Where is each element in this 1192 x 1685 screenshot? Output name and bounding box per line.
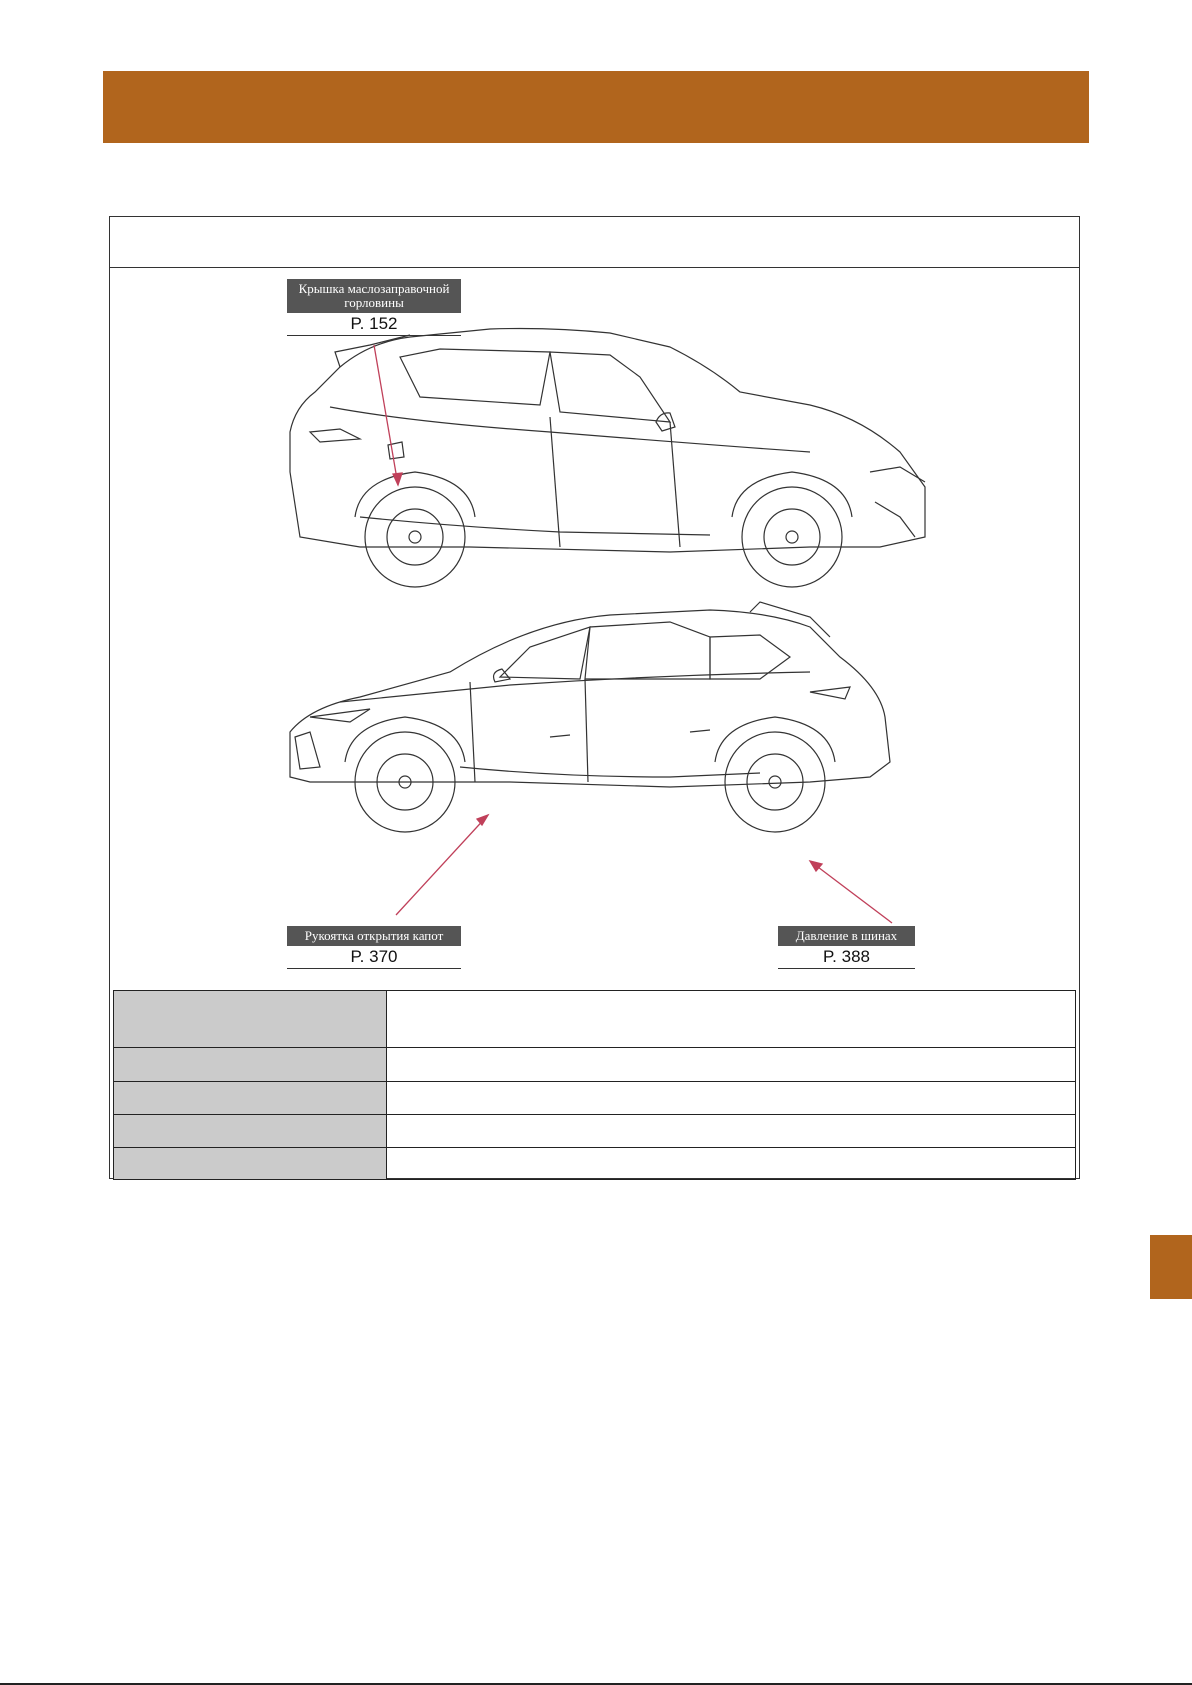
- table-label-cell: [114, 1148, 387, 1180]
- table-label-cell: [114, 991, 387, 1048]
- table-value-cell: [387, 1048, 1076, 1082]
- table-value-cell: [387, 1148, 1076, 1180]
- table-row: [114, 1082, 1076, 1115]
- chapter-header-band: [103, 71, 1089, 143]
- table-value-cell: [387, 1115, 1076, 1148]
- table-row: [114, 991, 1076, 1048]
- spec-table: [113, 990, 1076, 1180]
- table-label-cell: [114, 1082, 387, 1115]
- table-label-cell: [114, 1048, 387, 1082]
- fuel-cap-label: Крышка маслозаправочной горловины: [287, 279, 461, 313]
- vehicle-side-views-illustration: [110, 217, 1081, 990]
- vehicle-overview-frame: [109, 216, 1080, 1179]
- tire-pressure-arrow: [810, 861, 892, 923]
- chapter-side-tab: [1150, 1235, 1192, 1299]
- fuel-cap-callout: [287, 279, 461, 336]
- table-row: [114, 1048, 1076, 1082]
- car-right-side-view: [290, 602, 890, 832]
- tire-pressure-callout: [778, 926, 915, 969]
- table-value-cell: [387, 991, 1076, 1048]
- table-row: [114, 1148, 1076, 1180]
- table-row: [114, 1115, 1076, 1148]
- tire-pressure-page-ref[interactable]: P. 388: [778, 946, 915, 969]
- hood-release-callout: [287, 926, 461, 969]
- hood-release-label: Рукоятка открытия капот: [287, 926, 461, 946]
- hood-release-arrow: [396, 815, 488, 915]
- hood-release-page-ref[interactable]: P. 370: [287, 946, 461, 969]
- table-label-cell: [114, 1115, 387, 1148]
- fuel-cap-page-ref[interactable]: P. 152: [287, 313, 461, 336]
- car-left-side-view: [290, 329, 925, 588]
- table-value-cell: [387, 1082, 1076, 1115]
- tire-pressure-label: Давление в шинах: [778, 926, 915, 946]
